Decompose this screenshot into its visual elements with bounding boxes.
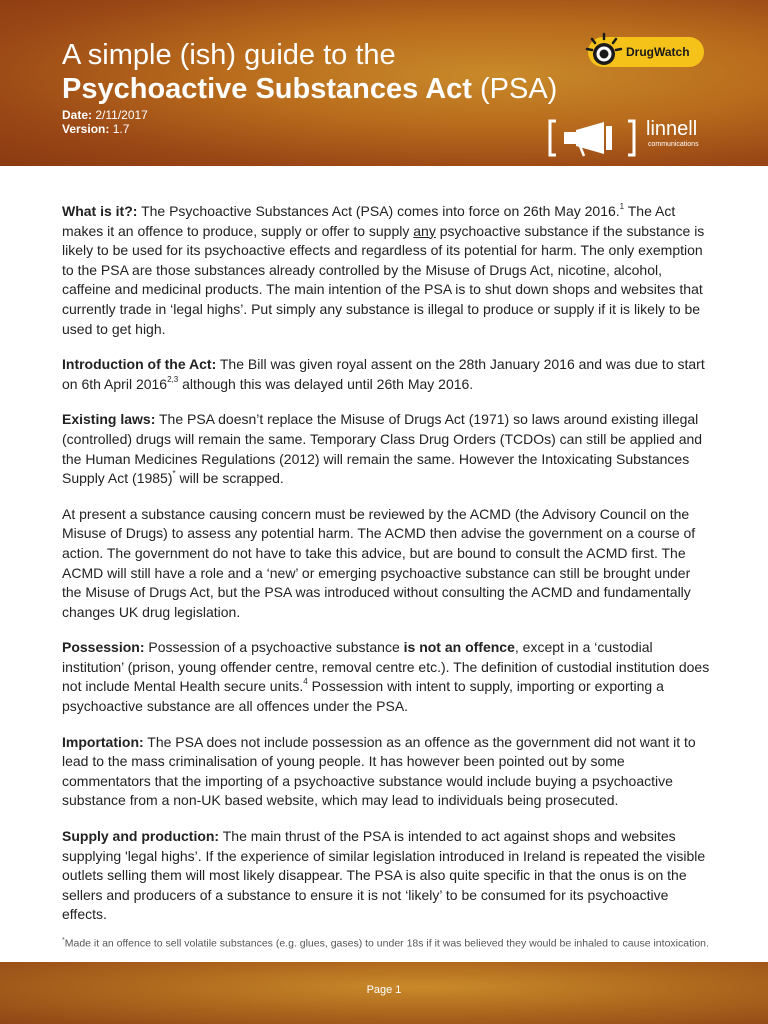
linnell-name: linnell [646, 118, 698, 140]
footnote-text: Made it an offence to sell volatile substances (e.g. glues, gases) to under 18s if it was believed they would be inhaled to cause intoxication. [64, 937, 709, 950]
version-line [62, 122, 129, 136]
drugwatch-label: DrugWatch [626, 45, 690, 59]
heading-introduction: Introduction of the Act: [62, 356, 217, 373]
header-banner [0, 0, 768, 166]
heading-supply: Supply and production: [62, 828, 220, 845]
paragraph-introduction [62, 355, 710, 394]
text: Possession of a psychoactive substance [144, 639, 404, 656]
text: The PSA does not include possession as an offence as the government did not want it to lead to the mass criminalisation of young people. It has however been pointed out by some commentators that the importing of a psychoactive substance would include buying a psychoactive substance from a non-UK based website, which may lead to individuals being prosecuted. [62, 733, 696, 809]
footnote-marker: * [62, 937, 65, 944]
paragraph-possession [62, 638, 710, 716]
paragraph-existing-laws [62, 410, 710, 488]
text: psychoactive substance if the substance is likely to be used for its psychoactive effects and regardless of its potential for harm. The only exemption to the PSA are those substances already controlled by the Misuse of Drugs Act, nicotine, alcohol, caffeine and medicinal products. The main intention of the PSA is to shut down shops and websites that currently trade in ‘legal highs’. Put simply any substance is illegal to produce or supply if it is likely to be used to get high. [62, 222, 705, 337]
eye-icon [584, 31, 624, 71]
text: , except in a ‘custodial institution’ (prison, young offender centre, removal centre etc.). The definition of custodial institution does not include Mental Health secure units. [62, 639, 710, 695]
text: The PSA doesn’t replace the Misuse of Drugs Act (1971) so laws around existing illegal (controlled) drugs will remain the same. Temporary Class Drug Orders (TCDOs) can still be applied and the Human Medicines Regulations (2012) will remain the same. However the Intoxicating Substances Supply Act (1985) [62, 411, 703, 487]
text: Possession with intent to supply, importing or exporting a psychoactive substance are all offences under the PSA. [62, 678, 664, 715]
linnell-sub: communications [648, 141, 699, 148]
footnote-ref: 4 [303, 677, 308, 687]
version-label: Version: [62, 122, 110, 136]
title-bold: Psychoactive Substances Act [62, 73, 472, 105]
title-suffix: (PSA) [471, 73, 558, 105]
title-line-1: A simple (ish) guide to the [62, 39, 396, 71]
footnote-ref: * [172, 469, 176, 479]
footnote [62, 935, 722, 950]
paragraph-importation [62, 733, 710, 811]
text: The main thrust of the PSA is intended to act against shops and websites supplying 'legal highs’. If the experience of similar legislation introduced in Ireland is repeated the visible outlets selling them will most likely disappear. The PSA is also quite specific in that the onus is on the sellers and producers of a substance to ensure it is not ‘likely’ to be consumed for its psychoactive effects. [62, 828, 706, 923]
bold-text: is not an offence [403, 639, 515, 656]
heading-existing-laws: Existing laws: [62, 411, 156, 428]
date-line [62, 108, 148, 122]
text: The Bill was given royal assent on the 28th January 2016 and was due to start on 6th April 2016 [62, 356, 705, 392]
heading-what-is-it: What is it?: [62, 203, 138, 219]
paragraph-supply [62, 827, 710, 925]
drugwatch-logo [588, 37, 704, 67]
text: The Act makes it an offence to produce, supply or offer to supply [62, 203, 676, 239]
megaphone-icon [546, 118, 646, 158]
title-line-2 [62, 72, 557, 106]
footer-banner [0, 962, 768, 1024]
underlined-text: any [413, 222, 436, 239]
paragraph-acmd: At present a substance causing concern must be reviewed by the ACMD (the Advisory Council on the Misuse of Drugs) to assess any potential harm. The ACMD then advise the government on a course of action. The government do not have to take this advice, but are bound to consult the ACMD first. The ACMD will still have a role and a ‘new’ or emerging psychoactive substance can still be brought under the Misuse of Drugs Act, but the PSA was introduced without consulting the ACMD and fundamentally changes UK drug legislation. [62, 505, 696, 620]
text: will be scrapped. [175, 470, 284, 487]
document-body [62, 202, 710, 941]
page-number: Page 1 [366, 984, 402, 996]
date-label: Date: [62, 108, 93, 122]
footnote-ref: 2,3 [167, 374, 179, 384]
heading-importation: Importation: [62, 733, 144, 750]
date-value: 2/11/2017 [92, 108, 148, 122]
footnote-ref: 1 [619, 202, 625, 211]
text: The Psychoactive Substances Act (PSA) comes into force on 26th May 2016. [137, 203, 620, 219]
text: although this was delayed until 26th May 2016. [178, 375, 474, 392]
heading-possession: Possession: [62, 639, 145, 656]
version-value: 1.7 [109, 122, 130, 136]
linnell-logo [546, 118, 706, 158]
paragraph-what-is-it [62, 202, 710, 339]
